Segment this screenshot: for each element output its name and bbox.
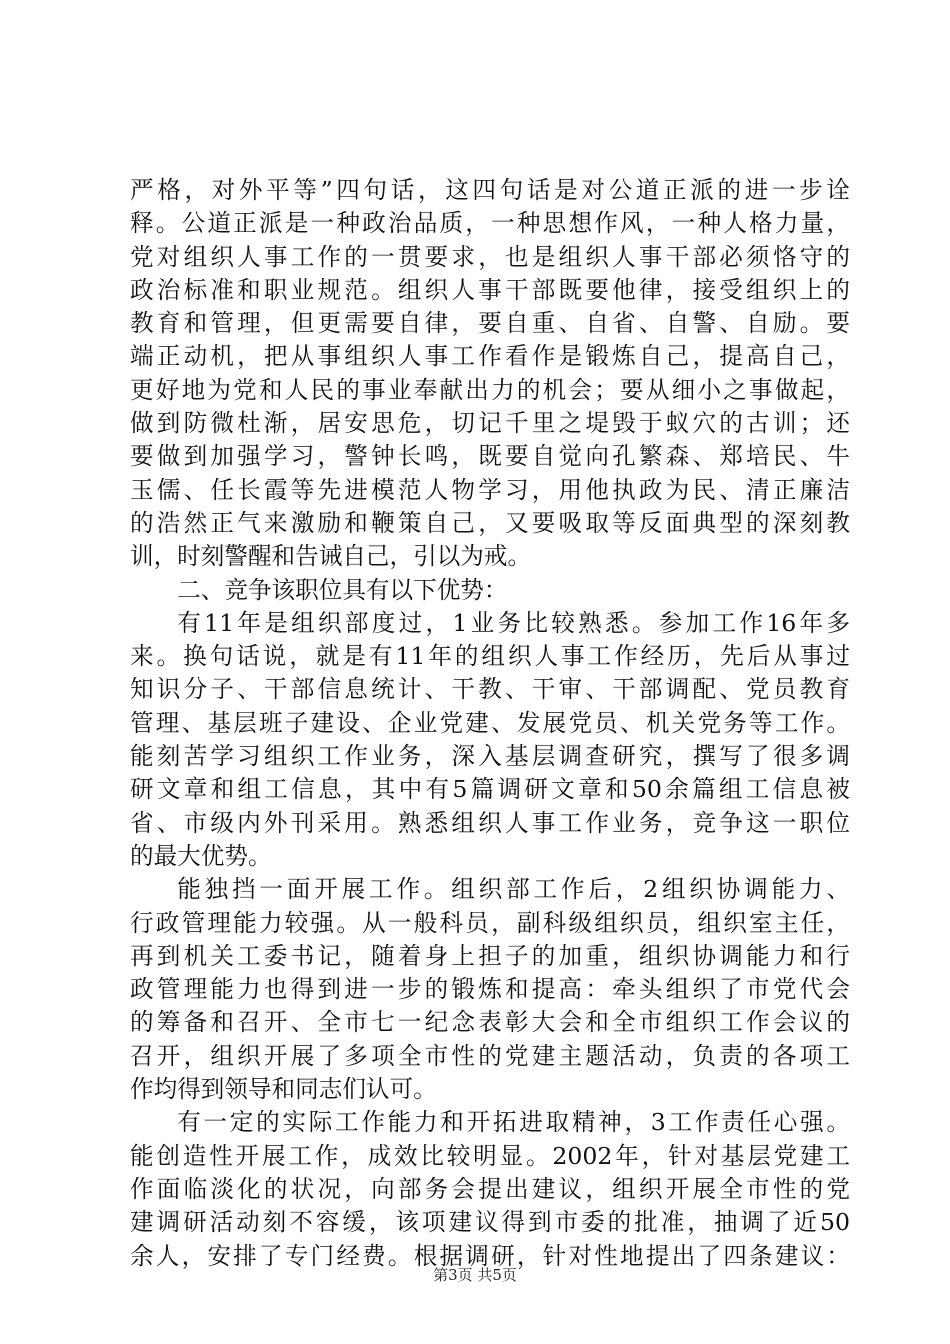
text-line: 研文章和组工信息，其中有5篇调研文章和50余篇组工信息被	[130, 775, 850, 804]
text-line: 再到机关工委书记，随着身上担子的加重，组织协调能力和行	[130, 941, 850, 970]
text-line: 能创造性开展工作，成效比较明显。2002年，针对基层党建工	[130, 1141, 850, 1170]
text-line: 能独挡一面开展工作。组织部工作后，2组织协调能力、	[177, 875, 850, 904]
text-line: 召开，组织开展了多项全市性的党建主题活动，负责的各项工	[130, 1041, 850, 1070]
text-line: 训，时刻警醒和告诫自己，引以为戒。	[130, 542, 532, 571]
text-line: 政治标准和职业规范。组织人事干部既要他律，接受组织上的	[130, 275, 850, 304]
text-line: 管理、基层班子建设、企业党建、发展党员、机关党务等工作。	[130, 708, 850, 737]
page-footer: 第3页 共5页	[433, 1266, 517, 1284]
text-line: 要做到加强学习，警钟长鸣，既要自觉向孔繁森、郑培民、牛	[130, 442, 850, 471]
text-line: 政管理能力也得到进一步的锻炼和提高：牵头组织了市党代会	[130, 975, 850, 1004]
text-line: 做到防微杜渐，居安思危，切记千里之堤毁于蚁穴的古训；还	[130, 409, 850, 438]
text-line: 作均得到领导和同志们认可。	[130, 1075, 437, 1104]
text-line: 余人，安排了专门经费。根据调研，针对性地提出了四条建议：	[130, 1241, 850, 1270]
text-line: 二、竞争该职位具有以下优势：	[177, 575, 508, 604]
text-line: 玉儒、任长霞等先进模范人物学习，用他执政为民、清正廉洁	[130, 475, 850, 504]
text-line: 的最大优势。	[130, 841, 272, 870]
text-line: 更好地为党和人民的事业奉献出力的机会；要从细小之事做起，	[130, 375, 850, 404]
text-line: 知识分子、干部信息统计、干教、干审、干部调配、党员教育	[130, 675, 850, 704]
text-line: 教育和管理，但更需要自律，要自重、自省、自警、自励。要	[130, 309, 850, 338]
document-body	[130, 174, 850, 1273]
text-line: 省、市级内外刊采用。熟悉组织人事工作业务，竞争这一职位	[130, 808, 850, 837]
text-line: 有一定的实际工作能力和开拓进取精神，3工作责任心强。	[177, 1108, 850, 1137]
text-line: 严格，对外平等”四句话，这四句话是对公道正派的进一步诠	[130, 176, 850, 204]
text-line: 行政管理能力较强。从一般科员，副科级组织员，组织室主任，	[130, 908, 850, 937]
text-line: 端正动机，把从事组织人事工作看作是锻炼自己，提高自己，	[130, 342, 850, 371]
text-line: 有11年是组织部度过，1业务比较熟悉。参加工作16年多	[177, 608, 850, 637]
text-line: 的筹备和召开、全市七一纪念表彰大会和全市组织工作会议的	[130, 1008, 850, 1037]
text-line: 释。公道正派是一种政治品质，一种思想作风，一种人格力量，	[130, 209, 850, 238]
text-line: 作面临淡化的状况，向部务会提出建议，组织开展全市性的党	[130, 1174, 850, 1203]
text-line: 的浩然正气来激励和鞭策自己，又要吸取等反面典型的深刻教	[130, 508, 850, 537]
text-line: 来。换句话说，就是有11年的组织人事工作经历，先后从事过	[130, 642, 850, 671]
text-line: 建调研活动刻不容缓，该项建议得到市委的批准，抽调了近50	[130, 1208, 850, 1237]
text-line: 能刻苦学习组织工作业务，深入基层调查研究，撰写了很多调	[130, 742, 850, 771]
text-line: 党对组织人事工作的一贯要求，也是组织人事干部必须恪守的	[130, 242, 850, 271]
